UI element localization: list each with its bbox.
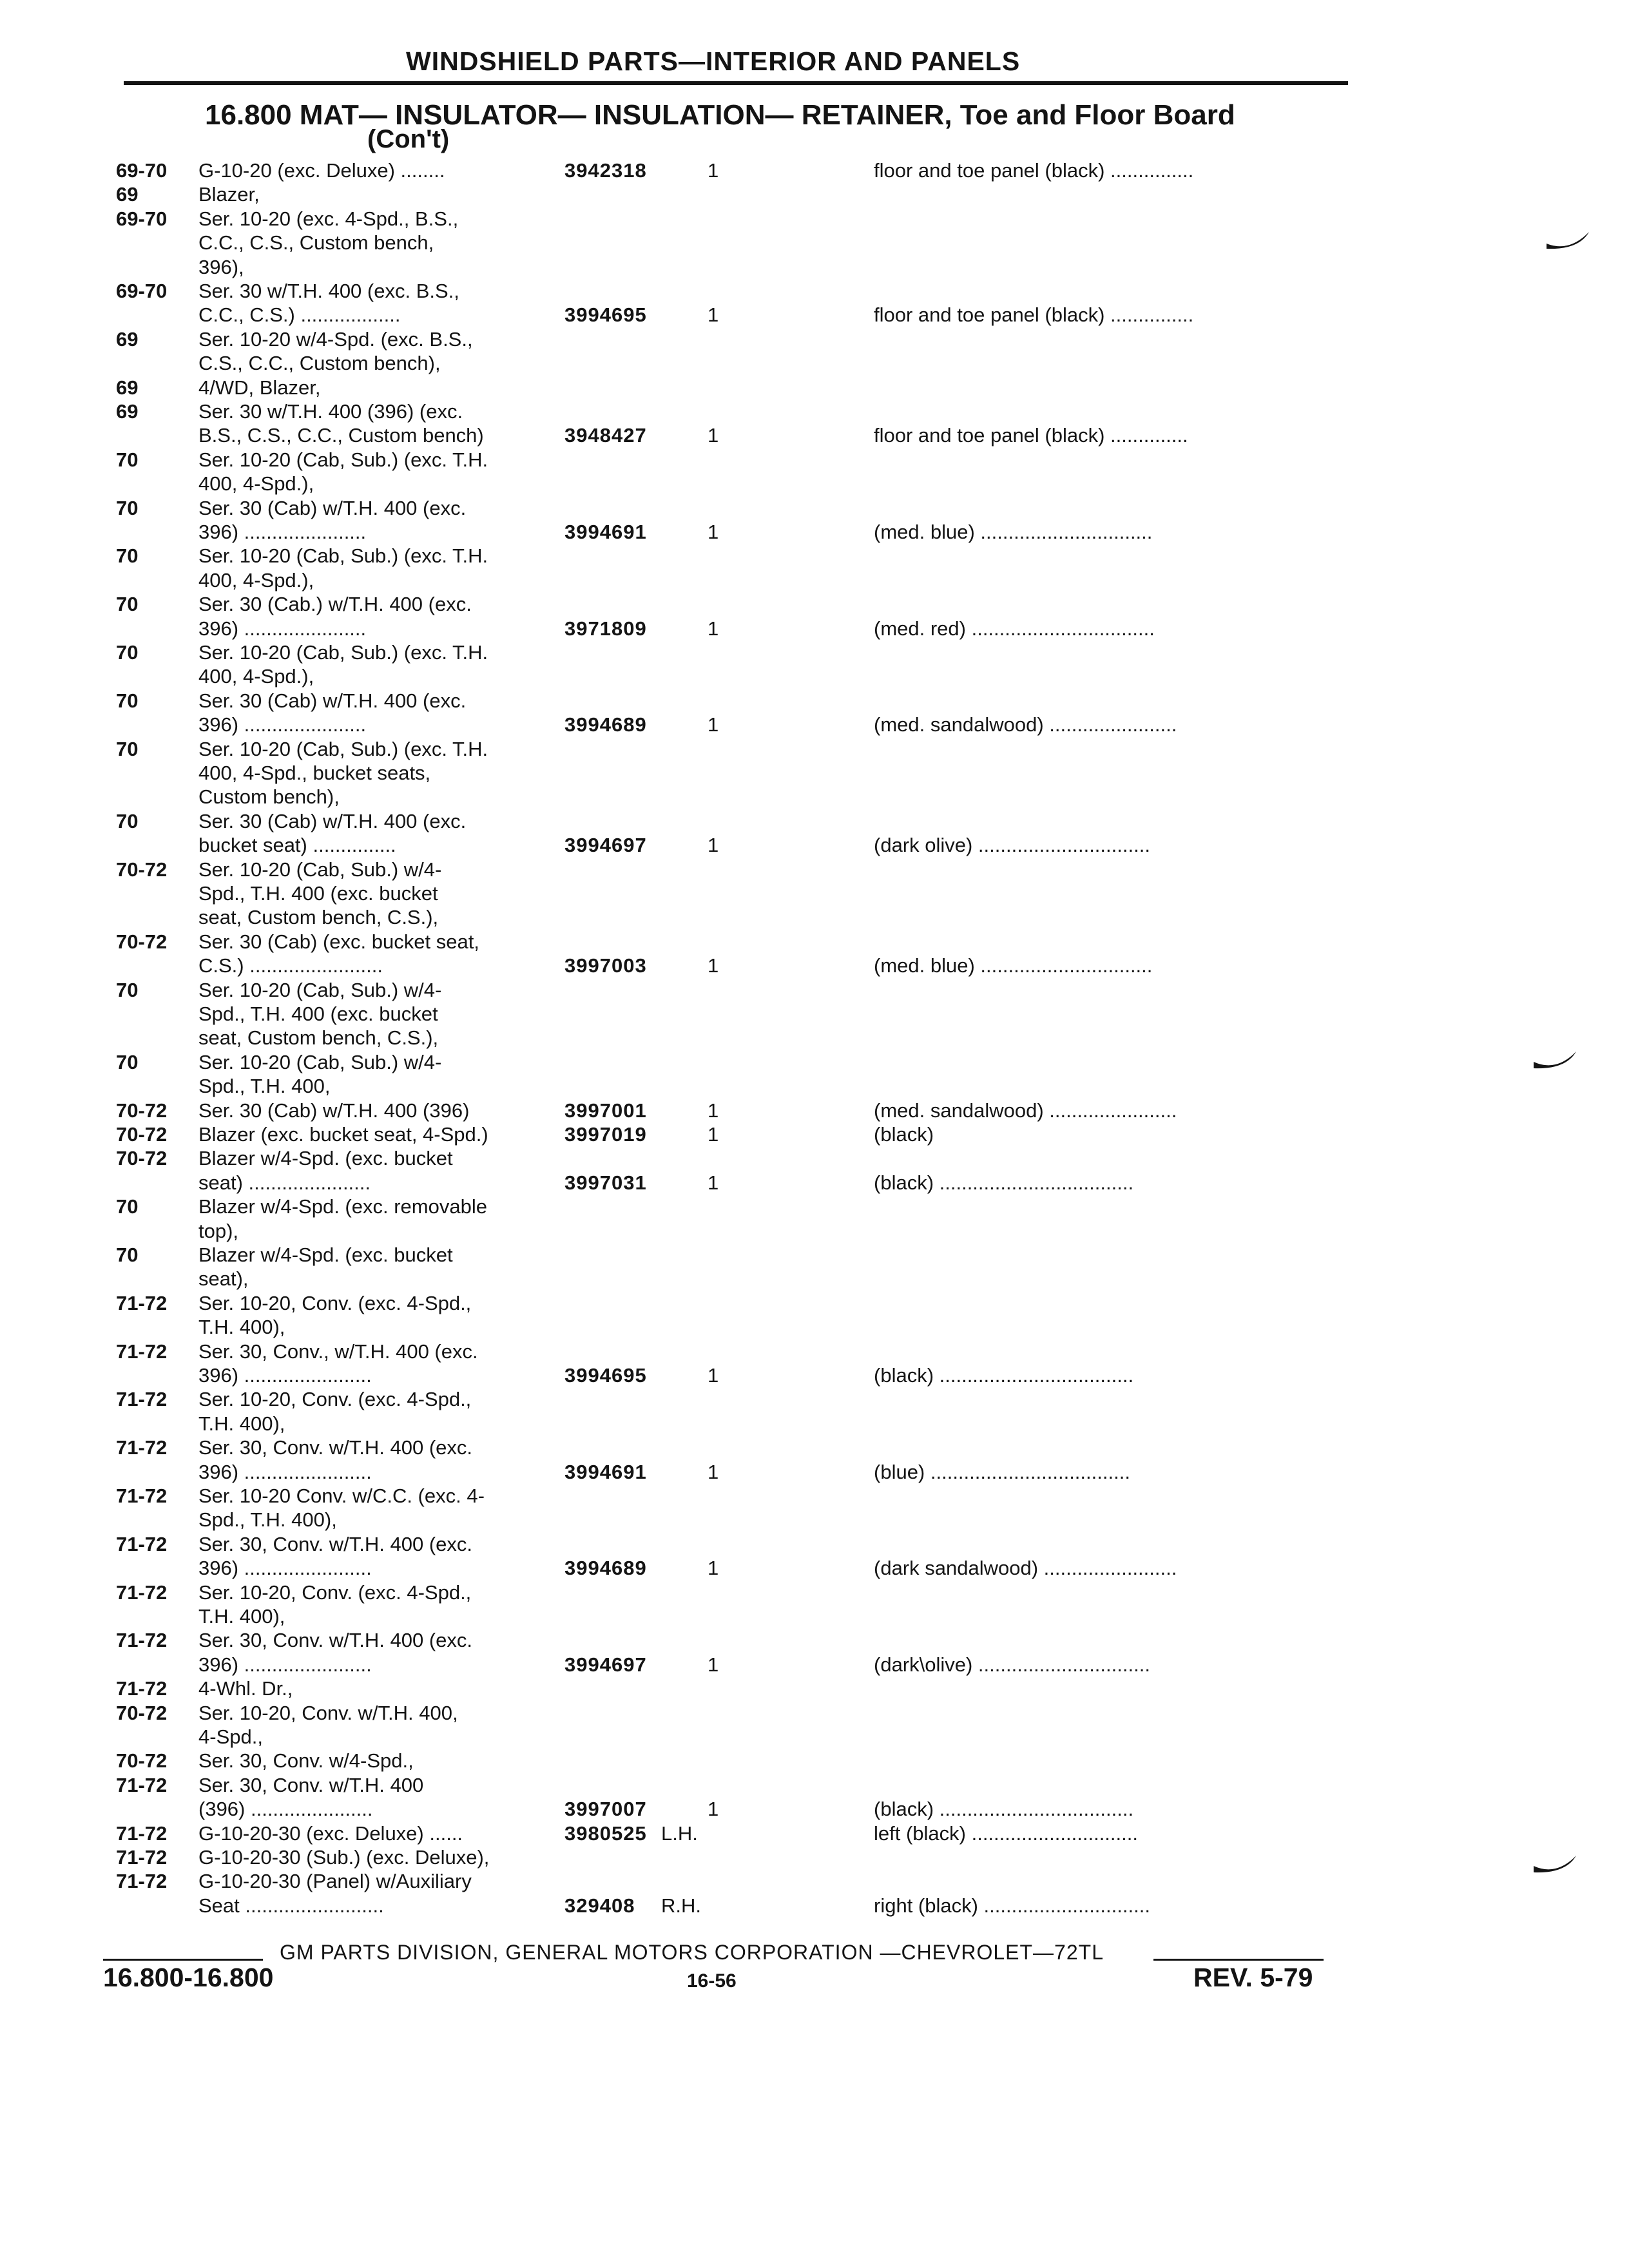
model-year: 71-72 — [116, 1822, 168, 1845]
parts-row — [0, 1653, 1629, 1677]
application-text: Ser. 30 (Cab.) w/T.H. 400 (exc. — [198, 593, 472, 615]
parts-row — [0, 1195, 1629, 1219]
part-number: 3997019 — [564, 1123, 647, 1146]
parts-row — [0, 930, 1629, 954]
model-year: 70 — [116, 544, 139, 567]
parts-row — [0, 182, 1629, 207]
parts-row — [0, 1340, 1629, 1364]
part-number: 329408 — [564, 1894, 635, 1917]
part-number: 3994697 — [564, 1653, 647, 1676]
application-text: 400, 4-Spd.), — [198, 665, 314, 687]
quantity: R.H. — [661, 1894, 701, 1917]
parts-row — [0, 954, 1629, 978]
model-year: 71-72 — [116, 1581, 168, 1604]
application-text: (396) ...................... — [198, 1798, 373, 1820]
application-text: Ser. 10-20 (Cab, Sub.) w/4- — [198, 1051, 442, 1073]
footer-publisher: GM PARTS DIVISION, GENERAL MOTORS CORPORATION —CHEVROLET—72TL — [280, 1941, 1104, 1964]
application-text: Ser. 30 w/T.H. 400 (396) (exc. — [198, 400, 463, 423]
application-text: G-10-20-30 (Panel) w/Auxiliary — [198, 1870, 472, 1892]
parts-row — [0, 496, 1629, 521]
application-text: 400, 4-Spd.), — [198, 472, 314, 495]
parts-row — [0, 1363, 1629, 1388]
application-text: Ser. 30 (Cab) w/T.H. 400 (exc. — [198, 810, 467, 832]
parts-row — [0, 568, 1629, 593]
part-description: (black) — [874, 1123, 934, 1146]
parts-row — [0, 737, 1629, 762]
footer-rule-left — [103, 1959, 263, 1961]
application-text: 400, 4-Spd.), — [198, 569, 314, 591]
model-year: 69-70 — [116, 207, 168, 230]
application-text: Ser. 10-20, Conv. (exc. 4-Spd., — [198, 1292, 472, 1314]
parts-row — [0, 399, 1629, 424]
parts-row — [0, 544, 1629, 568]
application-text: Ser. 10-20 (exc. 4-Spd., B.S., — [198, 207, 459, 230]
application-text: Ser. 30 (Cab) (exc. bucket seat, — [198, 930, 479, 953]
application-text: 396) ...................... — [198, 521, 367, 543]
parts-row — [0, 1050, 1629, 1075]
parts-row — [0, 1821, 1629, 1846]
quantity: 1 — [708, 617, 719, 640]
part-number: 3994691 — [564, 521, 647, 543]
parts-row — [0, 1243, 1629, 1267]
model-year: 71-72 — [116, 1774, 168, 1796]
application-text: seat), — [198, 1267, 249, 1290]
parts-row — [0, 713, 1629, 737]
parts-row — [0, 303, 1629, 327]
application-text: G-10-20-30 (Sub.) (exc. Deluxe), — [198, 1846, 490, 1869]
application-text: Blazer (exc. bucket seat, 4-Spd.) — [198, 1123, 488, 1146]
part-number: 3994689 — [564, 713, 647, 736]
quantity: 1 — [708, 1798, 719, 1820]
quantity: 1 — [708, 1653, 719, 1676]
binder-hole-mark — [1547, 231, 1592, 256]
application-text: C.C., C.S., Custom bench, — [198, 231, 434, 254]
page-header-title: WINDSHIELD PARTS—INTERIOR AND PANELS — [406, 46, 1021, 76]
part-number: 3997007 — [564, 1798, 647, 1820]
footer-section-code: 16.800-16.800 — [103, 1963, 274, 1992]
application-text: Custom bench), — [198, 785, 340, 808]
parts-row — [0, 376, 1629, 400]
footer-rule-right — [1153, 1959, 1324, 1961]
model-year: 70 — [116, 641, 139, 664]
application-text: 400, 4-Spd., bucket seats, — [198, 762, 431, 784]
part-description: right (black) .............................. — [874, 1894, 1150, 1917]
parts-row — [0, 1749, 1629, 1773]
application-text: 4-Whl. Dr., — [198, 1677, 293, 1700]
parts-row — [0, 1604, 1629, 1629]
parts-row — [0, 1773, 1629, 1798]
model-year: 70-72 — [116, 1702, 168, 1724]
quantity: 1 — [708, 1557, 719, 1579]
part-description: (dark sandalwood) ........................ — [874, 1557, 1177, 1579]
model-year: 69 — [116, 328, 139, 351]
parts-row — [0, 1556, 1629, 1581]
application-text: Blazer, — [198, 183, 260, 206]
parts-row — [0, 327, 1629, 352]
parts-row — [0, 640, 1629, 665]
application-text: seat, Custom bench, C.S.), — [198, 1026, 439, 1049]
application-text: Blazer w/4-Spd. (exc. bucket — [198, 1147, 453, 1169]
part-number: 3971809 — [564, 617, 647, 640]
application-text: seat) ...................... — [198, 1171, 371, 1194]
parts-row — [0, 1581, 1629, 1605]
part-description: (med. sandalwood) ....................... — [874, 713, 1177, 736]
model-year: 70-72 — [116, 1749, 168, 1772]
application-text: G-10-20 (exc. Deluxe) ........ — [198, 159, 445, 182]
application-text: C.C., C.S.) .................. — [198, 303, 401, 326]
quantity: 1 — [708, 424, 719, 447]
model-year: 70 — [116, 979, 139, 1001]
parts-row — [0, 905, 1629, 930]
quantity: 1 — [708, 1123, 719, 1146]
part-description: (dark olive) ............................... — [874, 834, 1150, 856]
parts-row — [0, 1484, 1629, 1508]
application-text: Ser. 10-20, Conv. (exc. 4-Spd., — [198, 1581, 472, 1604]
section-heading-continued: (Con't) — [367, 125, 450, 153]
part-number: 3994697 — [564, 834, 647, 856]
parts-row — [0, 1460, 1629, 1485]
quantity: L.H. — [661, 1822, 698, 1845]
parts-row — [0, 423, 1629, 448]
part-number: 3980525 — [564, 1822, 647, 1845]
part-number: 3994695 — [564, 303, 647, 326]
model-year: 70 — [116, 689, 139, 712]
model-year: 71-72 — [116, 1846, 168, 1869]
application-text: 396) ....................... — [198, 1557, 372, 1579]
part-number: 3997001 — [564, 1099, 647, 1122]
model-year: 70-72 — [116, 1123, 168, 1146]
application-text: Blazer w/4-Spd. (exc. bucket — [198, 1244, 453, 1266]
parts-row — [0, 1725, 1629, 1749]
quantity: 1 — [708, 1364, 719, 1387]
part-description: (med. blue) ............................... — [874, 521, 1153, 543]
parts-row — [0, 255, 1629, 280]
quantity: 1 — [708, 521, 719, 543]
parts-row — [0, 1146, 1629, 1171]
application-text: Ser. 10-20 (Cab, Sub.) (exc. T.H. — [198, 448, 488, 471]
application-text: Ser. 10-20, Conv. w/T.H. 400, — [198, 1702, 458, 1724]
model-year: 71-72 — [116, 1629, 168, 1651]
quantity: 1 — [708, 1461, 719, 1483]
parts-row — [0, 1267, 1629, 1291]
model-year: 70 — [116, 448, 139, 471]
part-number: 3997031 — [564, 1171, 647, 1194]
model-year: 70-72 — [116, 1099, 168, 1122]
model-year: 70 — [116, 1195, 139, 1218]
parts-row — [0, 1412, 1629, 1436]
parts-row — [0, 1315, 1629, 1340]
application-text: T.H. 400), — [198, 1316, 285, 1338]
parts-row — [0, 207, 1629, 231]
application-text: G-10-20-30 (exc. Deluxe) ...... — [198, 1822, 463, 1845]
parts-row — [0, 1797, 1629, 1821]
application-text: Ser. 30, Conv. w/T.H. 400 (exc. — [198, 1436, 472, 1459]
part-number: 3994689 — [564, 1557, 647, 1579]
application-text: Ser. 30, Conv. w/T.H. 400 — [198, 1774, 424, 1796]
parts-row — [0, 1894, 1629, 1918]
model-year: 70 — [116, 738, 139, 760]
part-description: floor and toe panel (black) .............. — [874, 424, 1188, 447]
part-description: (dark\olive) ............................... — [874, 1653, 1150, 1676]
application-text: C.S., C.C., Custom bench), — [198, 352, 441, 374]
parts-row — [0, 1532, 1629, 1557]
application-text: Ser. 30, Conv. w/T.H. 400 (exc. — [198, 1629, 472, 1651]
parts-row — [0, 1074, 1629, 1099]
footer-page-number: 16-56 — [687, 1970, 737, 1992]
application-text: 396) ...................... — [198, 617, 367, 640]
parts-row — [0, 448, 1629, 472]
application-text: B.S., C.S., C.C., Custom bench) — [198, 424, 484, 447]
part-description: (med. sandalwood) ....................... — [874, 1099, 1177, 1122]
parts-row — [0, 592, 1629, 617]
application-text: Spd., T.H. 400 (exc. bucket — [198, 1003, 438, 1025]
application-text: top), — [198, 1220, 239, 1242]
parts-row — [0, 279, 1629, 303]
model-year: 71-72 — [116, 1485, 168, 1507]
application-text: Ser. 10-20 (Cab, Sub.) w/4- — [198, 979, 442, 1001]
application-text: 396), — [198, 256, 244, 278]
parts-row — [0, 1436, 1629, 1460]
quantity: 1 — [708, 1171, 719, 1194]
part-number: 3997003 — [564, 954, 647, 977]
parts-row — [0, 1002, 1629, 1026]
application-text: Ser. 30, Conv. w/T.H. 400 (exc. — [198, 1533, 472, 1555]
parts-row — [0, 1171, 1629, 1195]
model-year: 70-72 — [116, 930, 168, 953]
application-text: seat, Custom bench, C.S.), — [198, 906, 439, 928]
parts-row — [0, 664, 1629, 689]
part-description: (black) ................................... — [874, 1364, 1134, 1387]
model-year: 71-72 — [116, 1340, 168, 1363]
quantity: 1 — [708, 713, 719, 736]
part-description: left (black) .............................. — [874, 1822, 1138, 1845]
application-text: Ser. 10-20, Conv. (exc. 4-Spd., — [198, 1388, 472, 1410]
model-year: 69 — [116, 376, 139, 399]
quantity: 1 — [708, 1099, 719, 1122]
quantity: 1 — [708, 303, 719, 326]
parts-row — [0, 159, 1629, 183]
model-year: 69-70 — [116, 159, 168, 182]
parts-row — [0, 1099, 1629, 1123]
parts-row — [0, 1508, 1629, 1532]
model-year: 71-72 — [116, 1388, 168, 1410]
model-year: 70 — [116, 497, 139, 519]
application-text: 396) ...................... — [198, 713, 367, 736]
application-text: Ser. 30 (Cab) w/T.H. 400 (exc. — [198, 689, 467, 712]
parts-row — [0, 617, 1629, 641]
parts-row — [0, 833, 1629, 858]
model-year: 69 — [116, 400, 139, 423]
part-description: (black) ................................... — [874, 1798, 1134, 1820]
application-text: Ser. 10-20 Conv. w/C.C. (exc. 4- — [198, 1485, 485, 1507]
parts-row — [0, 520, 1629, 544]
parts-row — [0, 1701, 1629, 1725]
model-year: 71-72 — [116, 1292, 168, 1314]
application-text: Spd., T.H. 400, — [198, 1075, 331, 1097]
part-description: (med. blue) ............................... — [874, 954, 1153, 977]
parts-row — [0, 689, 1629, 713]
application-text: T.H. 400), — [198, 1605, 285, 1628]
application-text: Ser. 10-20 (Cab, Sub.) (exc. T.H. — [198, 641, 488, 664]
parts-row — [0, 978, 1629, 1003]
application-text: Ser. 30, Conv. w/4-Spd., — [198, 1749, 414, 1772]
part-description: (med. red) ................................. — [874, 617, 1155, 640]
application-text: 396) ....................... — [198, 1461, 372, 1483]
part-description: floor and toe panel (black) ............... — [874, 303, 1194, 326]
parts-row — [0, 472, 1629, 496]
model-year: 71-72 — [116, 1533, 168, 1555]
parts-row — [0, 1869, 1629, 1894]
model-year: 69-70 — [116, 280, 168, 302]
application-text: Ser. 30, Conv., w/T.H. 400 (exc. — [198, 1340, 478, 1363]
application-text: Ser. 30 (Cab) w/T.H. 400 (exc. — [198, 497, 467, 519]
application-text: 396) ....................... — [198, 1653, 372, 1676]
part-description: (black) ................................... — [874, 1171, 1134, 1194]
parts-row — [0, 1122, 1629, 1147]
part-number: 3994691 — [564, 1461, 647, 1483]
application-text: bucket seat) ............... — [198, 834, 396, 856]
part-number: 3948427 — [564, 424, 647, 447]
application-text: Ser. 30 w/T.H. 400 (exc. B.S., — [198, 280, 459, 302]
application-text: Ser. 10-20 w/4-Spd. (exc. B.S., — [198, 328, 473, 351]
parts-row — [0, 1219, 1629, 1244]
application-text: Ser. 10-20 (Cab, Sub.) w/4- — [198, 858, 442, 881]
parts-row — [0, 809, 1629, 834]
part-number: 3942318 — [564, 159, 647, 182]
part-description: (blue) .................................... — [874, 1461, 1130, 1483]
model-year: 70 — [116, 1244, 139, 1266]
parts-row — [0, 351, 1629, 376]
application-text: 396) ....................... — [198, 1364, 372, 1387]
section-heading: 16.800 MAT— INSULATOR— INSULATION— RETAINER, Toe and Floor Board — [205, 99, 1235, 131]
header-rule — [124, 81, 1348, 85]
application-text: Ser. 10-20 (Cab, Sub.) (exc. T.H. — [198, 544, 488, 567]
application-text: 4-Spd., — [198, 1725, 263, 1748]
application-text: Spd., T.H. 400), — [198, 1508, 337, 1531]
parts-row — [0, 1387, 1629, 1412]
parts-row — [0, 761, 1629, 785]
model-year: 69 — [116, 183, 139, 206]
parts-row — [0, 231, 1629, 255]
parts-row — [0, 881, 1629, 906]
binder-hole-mark — [1534, 1050, 1579, 1076]
quantity: 1 — [708, 954, 719, 977]
model-year: 70-72 — [116, 1147, 168, 1169]
part-number: 3994695 — [564, 1364, 647, 1387]
parts-row — [0, 1026, 1629, 1050]
parts-row — [0, 1845, 1629, 1870]
model-year: 71-72 — [116, 1677, 168, 1700]
application-text: Spd., T.H. 400 (exc. bucket — [198, 882, 438, 905]
parts-row — [0, 858, 1629, 882]
model-year: 70 — [116, 1051, 139, 1073]
application-text: 4/WD, Blazer, — [198, 376, 321, 399]
quantity: 1 — [708, 159, 719, 182]
parts-row — [0, 785, 1629, 809]
quantity: 1 — [708, 834, 719, 856]
application-text: Ser. 10-20 (Cab, Sub.) (exc. T.H. — [198, 738, 488, 760]
footer-revision: REV. 5-79 — [1193, 1963, 1313, 1992]
model-year: 70 — [116, 810, 139, 832]
part-description: floor and toe panel (black) ............... — [874, 159, 1194, 182]
binder-hole-mark — [1534, 1854, 1579, 1880]
application-text: Blazer w/4-Spd. (exc. removable — [198, 1195, 487, 1218]
model-year: 70 — [116, 593, 139, 615]
model-year: 70-72 — [116, 858, 168, 881]
application-text: T.H. 400), — [198, 1412, 285, 1435]
application-text: Ser. 30 (Cab) w/T.H. 400 (396) — [198, 1099, 470, 1122]
parts-row — [0, 1628, 1629, 1653]
parts-row — [0, 1677, 1629, 1701]
parts-row — [0, 1291, 1629, 1316]
application-text: C.S.) ........................ — [198, 954, 383, 977]
application-text: Seat ......................... — [198, 1894, 384, 1917]
model-year: 71-72 — [116, 1870, 168, 1892]
model-year: 71-72 — [116, 1436, 168, 1459]
